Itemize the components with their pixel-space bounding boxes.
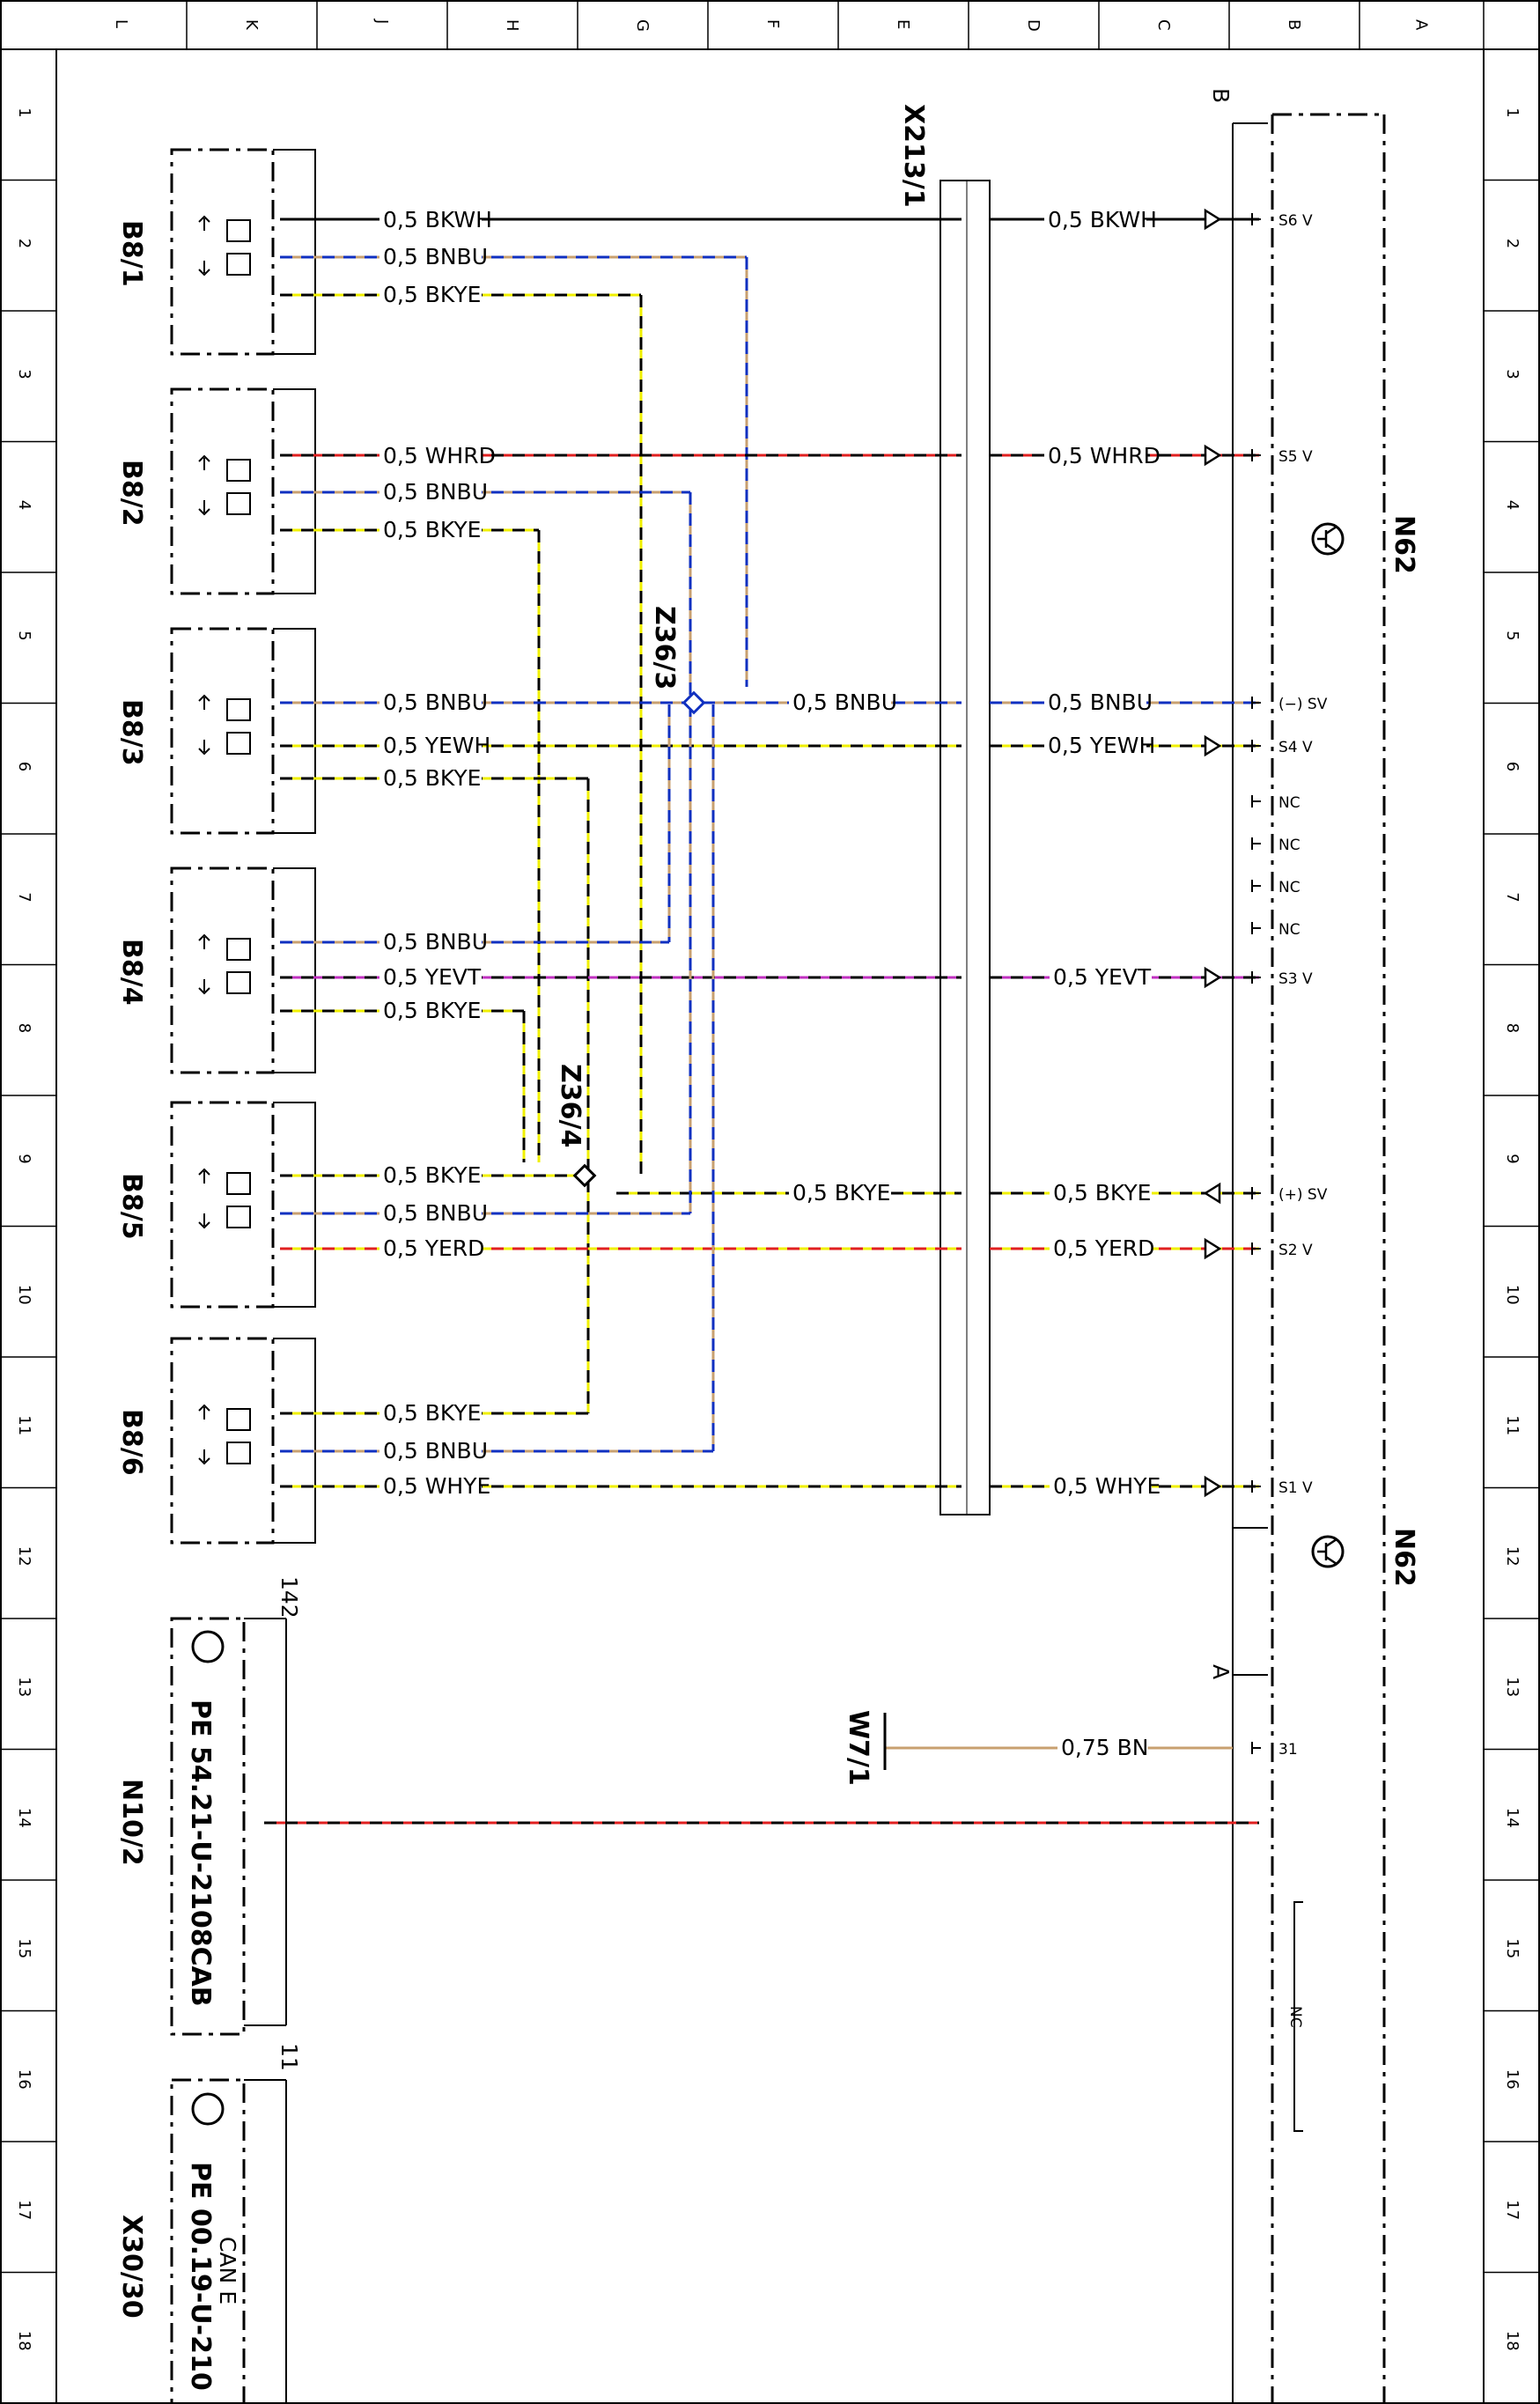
z36-4-label: Z36/4: [555, 1064, 586, 1148]
pin-terminal-icon: [1252, 1187, 1261, 1199]
sensor-element-icon: [227, 1442, 250, 1464]
row-label: 5: [15, 630, 33, 641]
pin-terminal-icon: [1252, 697, 1261, 709]
sensor-box: [172, 389, 273, 594]
pin-terminal-icon: [1252, 837, 1261, 850]
sensor-element-icon: [227, 1173, 250, 1194]
sensor-element-icon: [227, 493, 250, 514]
sensor-box: [172, 1338, 273, 1543]
arrow-right-icon: [1205, 737, 1219, 755]
splice-z36-4-icon: [575, 1166, 595, 1186]
wire-label: 0,5 BKWH: [383, 207, 492, 232]
pin-label-s5: S5 V: [1278, 448, 1313, 466]
wire-label: 0,5 BNBU: [383, 1438, 489, 1464]
sensor-box: [172, 150, 273, 354]
wire-label: 0,5 BNBU: [383, 1200, 489, 1226]
row-label: 13: [15, 1677, 33, 1698]
pin-label-s4: S4 V: [1278, 739, 1313, 756]
row-label: 10: [15, 1284, 33, 1305]
row-label: 4: [15, 499, 33, 511]
connector-x213-1: [898, 104, 990, 1515]
n62-bottom-label: N62: [1389, 1528, 1419, 1587]
row-label: 15: [15, 1938, 33, 1959]
row-label: 10: [1503, 1284, 1522, 1305]
arrow-left-icon: [1205, 1184, 1219, 1202]
row-label: 12: [15, 1545, 33, 1567]
row-label: 12: [1503, 1545, 1522, 1567]
pin-terminal-icon: [1252, 449, 1261, 461]
wire-label: 0,5 WHRD: [383, 443, 496, 468]
arrow-up-icon: [199, 696, 210, 710]
pin-terminal-icon: [1252, 1742, 1261, 1754]
ref-11-label: 11: [276, 2043, 302, 2071]
column-label: H: [503, 19, 521, 32]
wire-label: 0,5 BKWH: [1048, 207, 1157, 232]
arrow-right-icon: [1205, 446, 1219, 464]
pe1-label: PE 54.21-U-2108CAB: [185, 1700, 216, 2007]
wire-label: 0,5 YEVT: [1053, 964, 1152, 990]
wire-label: 0,5 BKYE: [383, 998, 482, 1023]
row-label: 7: [15, 892, 33, 903]
nc-pin-group: [1286, 1902, 1304, 2131]
column-label: D: [1024, 19, 1043, 32]
wire-group: [264, 207, 1328, 1823]
pin-terminal-icon: [1252, 922, 1261, 934]
arrow-down-icon: [199, 500, 210, 514]
wire-label: 0,5 YEWH: [1048, 733, 1156, 758]
sensor-label: B8/4: [116, 939, 147, 1006]
row-label: 11: [15, 1415, 33, 1436]
sensor-label: B8/5: [116, 1173, 147, 1240]
wire-label: 0,5 BKYE: [383, 1162, 482, 1188]
sensor-box: [172, 1102, 273, 1307]
sensor-element-icon: [227, 460, 250, 481]
arrow-up-icon: [199, 935, 210, 949]
pin-label-minus-sv: (−) SV: [1278, 696, 1328, 713]
pin-terminal-icon: [1252, 971, 1261, 984]
module-n62: [1208, 88, 1419, 2404]
wire-label: 0,5 BNBU: [383, 479, 489, 505]
pin-terminal-icon: [1252, 1480, 1261, 1493]
row-label: 3: [15, 369, 33, 380]
pin-label-plus-sv: (+) SV: [1278, 1186, 1328, 1204]
sensor-element-icon: [227, 1409, 250, 1430]
row-label: 6: [15, 761, 33, 772]
sensor-element-icon: [227, 972, 250, 993]
sensor-element-icon: [227, 220, 250, 241]
column-label: A: [1411, 19, 1431, 31]
sensor-label: B8/6: [116, 1409, 147, 1476]
sensor-group: [116, 150, 315, 1543]
pin-label-nc: NC: [1278, 921, 1301, 939]
row-label: 13: [1503, 1677, 1522, 1698]
pin-terminal-icon: [1252, 213, 1261, 225]
row-label: 1: [1503, 107, 1522, 118]
row-label: 14: [1503, 1807, 1522, 1828]
pin-terminal-icon: [1252, 880, 1261, 892]
arrow-down-icon: [199, 979, 210, 993]
row-label: 17: [15, 2200, 33, 2221]
wire-label: 0,5 BNBU: [383, 689, 489, 715]
transistor-icon: [193, 2094, 223, 2124]
arrow-down-icon: [199, 1449, 210, 1464]
arrow-down-icon: [199, 1213, 210, 1228]
column-label: G: [633, 19, 652, 32]
column-grid: [112, 1, 1484, 49]
pin-label-nc: NC: [1278, 879, 1301, 896]
module-n10-2: [116, 1576, 302, 2034]
pin-label-nc: NC: [1278, 837, 1301, 854]
wire-label: 0,5 BKYE: [383, 282, 482, 307]
wire-label: 0,5 BKYE: [792, 1180, 891, 1206]
pin-label-s2: S2 V: [1278, 1242, 1313, 1259]
pin-terminal-icon: [1252, 740, 1261, 752]
ref-142-label: 142: [276, 1576, 302, 1619]
wire-label: 0,5 YEWH: [383, 733, 491, 758]
sensor-element-icon: [227, 939, 250, 960]
connector-b-label: B: [1208, 88, 1234, 104]
pin-label-s6: S6 V: [1278, 212, 1313, 230]
column-label: J: [372, 19, 391, 25]
row-label: 5: [1503, 630, 1522, 641]
pin-label-s1: S1 V: [1278, 1479, 1313, 1497]
wire-label: 0,5 BNBU: [383, 929, 489, 955]
wire-label: 0,5 BNBU: [1048, 689, 1153, 715]
arrow-up-icon: [199, 456, 210, 470]
arrow-right-icon: [1205, 1478, 1219, 1495]
wire-label: 0,5 BKYE: [383, 765, 482, 791]
row-label: 18: [1503, 2330, 1522, 2351]
row-label: 16: [1503, 2068, 1522, 2090]
sensor-b81: [116, 150, 315, 354]
sensor-element-icon: [227, 699, 250, 720]
wire-label: 0,5 WHYE: [1053, 1473, 1161, 1499]
transistor-icon: [1313, 1537, 1343, 1567]
z36-3-label: Z36/3: [649, 606, 680, 690]
arrow-down-icon: [199, 740, 210, 754]
pin-terminal-icon: [1252, 1243, 1261, 1255]
wire-label: 0,5 YEVT: [383, 964, 482, 990]
row-label: 9: [1503, 1154, 1522, 1164]
sensor-b86: [116, 1338, 315, 1543]
sensor-b84: [116, 868, 315, 1073]
column-label: K: [242, 19, 261, 30]
arrow-up-icon: [199, 1405, 210, 1420]
row-label: 14: [15, 1807, 33, 1828]
row-label: 3: [1503, 369, 1522, 380]
sensor-box: [172, 868, 273, 1073]
sensor-housing: [273, 150, 315, 354]
wire-label: 0,5 YERD: [1053, 1235, 1155, 1261]
row-label: 15: [1503, 1938, 1522, 1959]
arrow-right-icon: [1205, 1240, 1219, 1257]
row-label: 18: [15, 2330, 33, 2351]
row-label: 17: [1503, 2200, 1522, 2221]
sensor-housing: [273, 1338, 315, 1543]
column-label: C: [1154, 19, 1173, 31]
row-label: 4: [1503, 499, 1522, 511]
sensor-element-icon: [227, 733, 250, 754]
sensor-element-icon: [227, 254, 250, 275]
row-label: 2: [15, 238, 33, 249]
sensor-label: B8/3: [116, 699, 147, 766]
module-x30-30: [116, 2043, 302, 2404]
row-label: 1: [15, 107, 33, 118]
arrow-right-icon: [1205, 210, 1219, 228]
sensor-b85: [116, 1102, 315, 1307]
row-label: 8: [1503, 1022, 1522, 1034]
arrow-up-icon: [199, 217, 210, 231]
wire-label: 0,75 BN: [1061, 1735, 1149, 1760]
column-label: L: [112, 19, 130, 29]
row-label: 11: [1503, 1415, 1522, 1436]
sensor-element-icon: [227, 1206, 250, 1228]
wire-label: 0,5 YERD: [383, 1235, 485, 1261]
x213-label: X213/1: [898, 104, 929, 208]
row-label: 6: [1503, 761, 1522, 772]
column-label: E: [894, 19, 912, 30]
ground-w7-1: [843, 1710, 885, 1786]
n62-top-label: N62: [1389, 515, 1419, 574]
pin-terminal-icon: [1252, 795, 1261, 807]
sensor-housing: [273, 1102, 315, 1307]
w7-1-label: W7/1: [843, 1710, 873, 1786]
wire-label: 0,5 BNBU: [792, 689, 898, 715]
sensor-b83: [116, 629, 315, 833]
row-label: 16: [15, 2068, 33, 2090]
row-label: 8: [15, 1022, 33, 1034]
sensor-label: B8/2: [116, 460, 147, 527]
wire-label: 0,5 BKYE: [383, 517, 482, 542]
wire-label: 0,5 BKYE: [1053, 1180, 1152, 1206]
pin-label-s3: S3 V: [1278, 970, 1313, 988]
splice-z36-3-icon: [684, 693, 704, 713]
connector-a-label: A: [1208, 1664, 1234, 1680]
x30-30-label: X30/30: [116, 2215, 147, 2319]
transistor-icon: [1313, 524, 1343, 554]
arrow-right-icon: [1205, 969, 1219, 986]
pe2-label: PE 00.19-U-210: [185, 2162, 216, 2391]
wire-label: 0,5 BKYE: [383, 1400, 482, 1426]
can-e-label: CAN E: [215, 2237, 240, 2305]
row-label: 7: [1503, 892, 1522, 903]
column-label: B: [1285, 19, 1303, 31]
n10-2-label: N10/2: [116, 1779, 147, 1866]
arrow-down-icon: [199, 261, 210, 275]
sensor-box: [172, 629, 273, 833]
pin-label-nc: NC: [1278, 794, 1301, 812]
wire-label: 0,5 WHRD: [1048, 443, 1161, 468]
wire-label: 0,5 BNBU: [383, 244, 489, 269]
nc-group-label: NC: [1286, 2006, 1304, 2028]
sensor-housing: [273, 868, 315, 1073]
sensor-housing: [273, 629, 315, 833]
sensor-label: B8/1: [116, 220, 147, 287]
arrow-up-icon: [199, 1169, 210, 1184]
row-label: 9: [15, 1154, 33, 1164]
row-label: 2: [1503, 238, 1522, 249]
transistor-icon: [193, 1632, 223, 1662]
wire-label: 0,5 WHYE: [383, 1473, 491, 1499]
pin-label-31: 31: [1278, 1741, 1298, 1759]
column-label: F: [763, 19, 782, 29]
